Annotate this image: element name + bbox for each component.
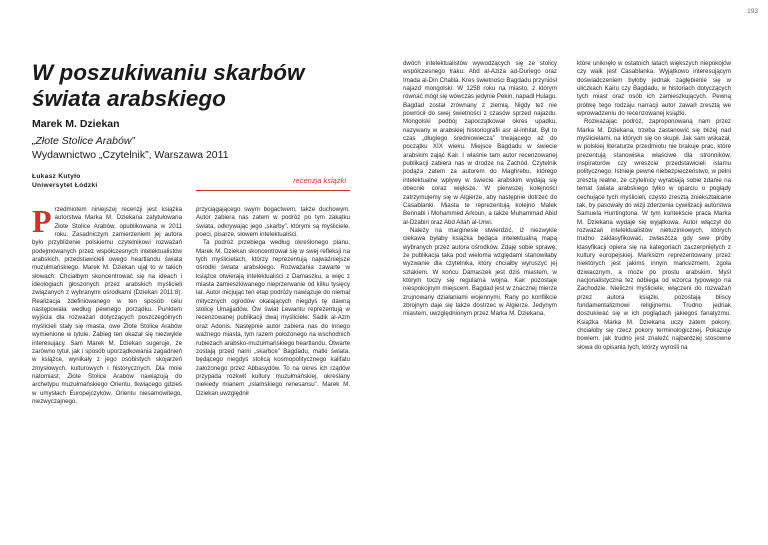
drop-cap: P <box>32 203 52 239</box>
column-3-paragraph: dwóch intelektualistów wywodzących się ze stolicy współczesnego Iraku: Abd al-Aziza ad-Duriego oraz Imada al-Din Chalila. Kres świetności Bagdadu przyniósł najazd mongolski. W 1258 roku na miasto, z którym równać mógł się wówczas jedynie Pekin, napadł Hulagu. Bagdad został zrównany z ziemią. Nigdy też nie powrócił do swej świetności z czasów sprzed najazdu. Mongolski podbój zapoczątkował okres upadku, nazywany w arabskiej historiografii asr al-inhitat. Był to czas „długiego średniowiecza” trwającego aż do początku XIX wieku. Miejsce Bagdadu w świecie arabskim zająć Kair. I właśnie tam autor recenzowanej publikacji zabiera nas w drodze na Zachód. Czytelnik podąża zatem za autorem do Maghrebu, którego intelektualne wpływy w świecie arabskim wydają się obecnie coraz większe. W pierwszej kolejności zatrzymujemy się w Algierze, aby następnie dotrzeć do Casablanki. Miasta te reprezentują kolejno Malek Bennabi i Mohammed Arkoun, a także Muhammad Abid al-Dżabiri oraz Abd Allah al-Urwi. <box>403 60 557 226</box>
left-page <box>0 0 360 545</box>
column-4-paragraph: które uniknęło w ostatnich latach większych niepokojów czy walk jest Casablanka. Wyjątkowo interesującym doświadczeniem byłoby jednak zagłębienie się w uliczkach Kairu czy Bagdadu, w historiach dotyczących tych miast oraz osób ich zamieszkujących. Pewną próbkę tego rodzaju narracji autor zawarł zresztą we wprowadzeniu do recenzowanej książki. <box>577 60 731 118</box>
column-4-paragraph: Rozważając podróż, zaproponowaną nam przez Marka M. Dziekana, trzeba zastanowić się bliżej nad myślicielami, na których się on skupił. Jak sam wskazał, w polskiej literaturze przedmiotu nie brakuje prac, które prezentują stanowiska właściwe dla stronników, inspiratorów czy wreszcie przedstawicieli islamu politycznego. Istnieje pewne niebezpieczeństwo, w pełni zresztą realne, że czytelnicy wyrabiają sobie zdanie na temat świata arabskiego tylko w oparciu o poglądy cechujące tych myślicieli, często zresztą zniekształcane tak, by pasowały do wizji zderzenia cywilizacji autorstwa Samuela Huntingtona. W tym kontekście praca Marka M. Dziekana wydaje się wyjątkowa. Autor włączył do rozważań intelektualistów nietuzinkowych, których trudno zaklasyfikować, zwłaszcza gdy swe próby klasyfikacji opiera się na kategoriach zaczerpniętych z kultury europejskiej. Marksizm reprezentowany przez niektórych jest jakimś innym marksizmem, zgoła dziwacznym, a może po prostu arabskim. Myśl nacjonalistyczna też odbiega od wzorca typowego na Zachodzie. Nieliczni myśliciele, włączeni do rozważań przez autora książki, pozostają bliscy fundamentalizmowi religijnemu. Trudno jednak doszukiwać się w ich poglądach jakiegoś fanatyzmu. Książka Marka M. Dziekana uczy zatem pokory, chciałoby się rzecz pokory terminologicznej. Pokazuje bowiem, jak trudno jest znaleźć najbardziej stosowne słowa do opisania tych, którzy wyrośli na <box>577 118 731 351</box>
section-tag: recenzja książki <box>293 176 346 185</box>
page-number: 193 <box>747 8 758 15</box>
section-divider <box>196 190 350 191</box>
column-2 <box>196 206 350 398</box>
column-1 <box>32 203 182 406</box>
column-3-paragraph: Należy na marginesie stwierdzić, iż niezwykle ciekawa byłaby książka będąca intelektualną mapą wybranych przez autora ośrodków. Zdaję sobie sprawę, że publikacja taka pod wieloma względami stanowiłaby wyzwanie dla czytelnika, który chciałby wyruszyć jej szlakiem. W końcu Damaszek jest dziś miastem, w którym toczy się regularna wojna. Kair pozostaje niespokojnym miejscem. Bagdad jest w znacznej mierze zrujnowany działaniami wojennymi. Rany po konflikcie zbrojnym daje się także dostrzec w Algierze. Jedynym miastem, uwzględnionym przez Marka M. Dziekana, <box>403 226 557 318</box>
column-2-paragraph: Ta podróż przebiega według określonego planu. Marek M. Dziekan skoncentrował się w swej refleksji na tych myślicielach, którzy reprezentują najważniejsze ośrodki świata arabskiego. Rozważania zawarte w książce otwierają intelektualiści z Damaszku, a więc z miasta zamieszkiwanego nieprzerwanie od kilku tysięcy lat. Autor inicjując ten etap podróży nawiązuje do niemal mitycznych ogrodów okalających niegdyś tę dawną stolicę Umajjadów. Ów świat Lewantu reprezentują w recenzowanej publikacji dwaj myśliciele: Sadik al-Azm oraz Adonis. Następnie autor zabiera nas do innego ważnego miasta, tym razem położonego na wschodnich rubieżach arabsko-muzułmańskiego heartlandu. Otwarte zostają przed nami „skarbce” Bagdadu, matki świata, będącego niegdyś stolicą kosmopolitycznego kalifatu założonego przez Abbasydów. To na okres ich rządów przypada rozkwit kultury muzułmańskiej, określany niekiedy mianem „islamskiego renesansu”. Marek M. Dziekan uwzględnił <box>196 239 350 397</box>
book-title: „Złote Stolice Arabów” <box>32 135 135 147</box>
publisher: Wydawnictwo „Czytelnik”, Warszawa 2011 <box>32 149 229 161</box>
column-3 <box>403 60 557 319</box>
reviewer-affiliation: Uniwersytet Łódzki <box>32 182 98 189</box>
book-author: Marek M. Dziekan <box>32 118 120 130</box>
reviewer-name: Łukasz Kutyło <box>32 173 81 180</box>
article-title: W poszukiwaniu skarbów świata arabskiego <box>32 60 305 111</box>
column-1-text: rzedmiotem niniejszej recenzji jest książka autorstwa Marka M. Dziekana zatytułowana Złote Stolice Arabów, opublikowana w 2011 roku. Zasadniczym zamierzeniem jej autora było przybliżenie polskiemu czytelnikowi rozważań podejmowanych przez współczesnych intelektualistów arabskich, przedstawicieli owego heartlandu świata muzułmańskiego. Marek M. Dziekan ujął to w takich słowach: Chciałbym skoncentrować się na ideach i ideologiach głoszonych przez arabskich myślicieli związanych z wybranymi ośrodkami (Dziekan 2011:8). Realizacja zdefiniowanego w ten sposób celu następowała według pewnego porządku. Punktem wyjścia dla rozważań dotyczących poszczególnych myślicieli stały się miasta, owe Złote Stolice Arabów wymienione w tytule. Zabieg ten okazał się niezwykle interesujący. Sam Marek M. Dziekan sugeruje, że zarówno tytuł, jak i sposób uporządkowania zagadnień w książce, wynikały z jego osobistych skojarzeń zmysłowych, kulturowych i historycznych. Dla mnie natomiast, Złote Stolice Arabów nawiązują do archetypu muzułmańskiego Orientu, tkwiącego gdzieś w umysłach Europejczyków, Orientu niesamowitego, niezwyczajnego, <box>32 206 182 405</box>
reviewer-block <box>32 172 98 190</box>
column-4 <box>577 60 731 352</box>
column-2-paragraph: przyciągającego swym bogactwem, także duchowym. Autor zabiera nas zatem w podróż po tym zakątku świata, odkrywając jego „skarby”, którymi są myśliciele, poeci, pisarze, słowem intelektualiści. <box>196 206 350 239</box>
